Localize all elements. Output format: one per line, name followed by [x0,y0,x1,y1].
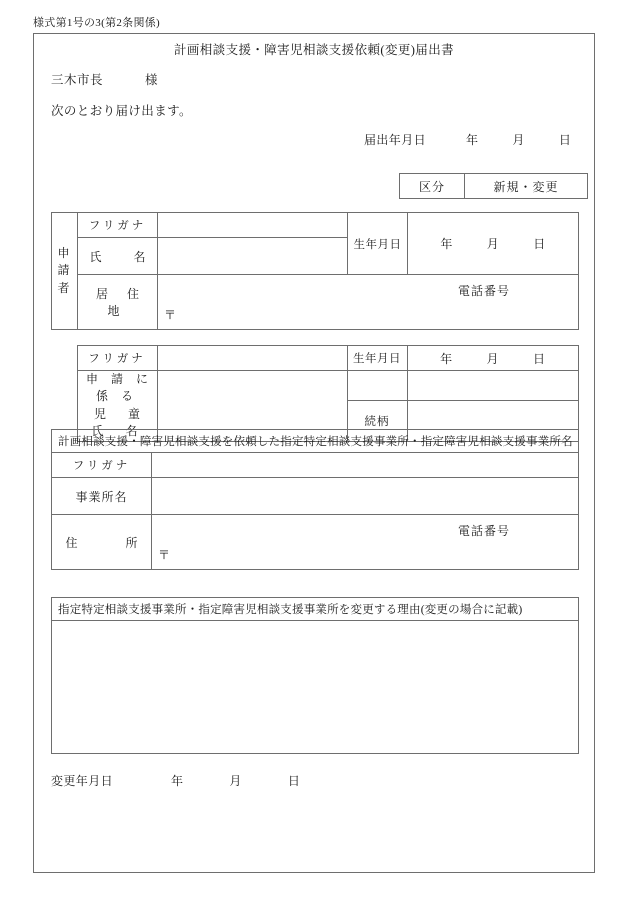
applicant-residence-label: 居 住 地 [78,275,158,330]
table-row [51,346,579,371]
applicant-furigana-input[interactable] [158,213,348,238]
office-address-input[interactable] [152,515,579,570]
classification-value[interactable]: 新規・変更 [465,174,588,199]
submission-date-day: 日 [558,133,572,147]
office-table [51,429,579,570]
document-frame [33,33,595,873]
child-dob-label: 生年月日 [347,346,407,371]
table-row [51,371,579,401]
table-row [52,478,579,515]
child-dob-spacer [347,371,407,401]
applicant-dob-value[interactable] [408,213,579,275]
child-table [51,345,579,442]
document-title: 計画相談支援・障害児相談支援依頼(変更)届出書 [173,43,455,57]
postal-mark-icon: 〒 [164,308,177,322]
postal-mark-icon: 〒 [158,548,171,562]
applicant-dob-label: 生年月日 [348,213,408,275]
applicant-name-input[interactable] [158,238,348,275]
applicant-telephone-label: 電話番号 [457,284,510,298]
office-name-label: 事業所名 [52,478,152,515]
office-furigana-input[interactable] [152,453,579,478]
submission-date-year: 年 [466,133,479,147]
child-dob-month: 月 [486,351,499,366]
table-row [52,453,579,478]
office-section-header: 計画相談支援・障害児相談支援を依頼した指定特定相談支援事業所・指定障害児相談支援事業所名 [52,430,579,453]
applicant-dob-year: 年 [440,237,453,251]
child-dob-value[interactable] [407,346,579,371]
table-row [52,275,579,330]
applicant-dob-month: 月 [486,237,500,251]
child-dob-day: 日 [532,351,546,366]
child-relation-label: 続柄 [347,400,407,441]
child-name-label-line2: 児 童 氏 名 [91,406,163,439]
change-date-label: 変更年月日 [51,774,114,788]
change-date-line [51,772,300,789]
reason-input[interactable] [52,621,579,754]
lead-sentence: 次のとおり届け出ます。 [51,104,192,118]
applicant-label-char-1: 申 [57,245,72,260]
child-dob-spacer-value [407,371,579,401]
applicant-furigana-label: フリガナ [78,213,158,238]
reason-table [51,597,579,754]
table-row [52,430,579,453]
classification-table [399,173,588,199]
office-telephone-label: 電話番号 [457,524,510,538]
child-name-label-line1: 申 請 に 係 る [85,372,153,404]
applicant-residence-input[interactable] [158,275,579,330]
office-name-input[interactable] [152,478,579,515]
submission-date-line [364,131,571,148]
child-dob-year: 年 [440,351,453,366]
table-row [52,515,579,570]
table-row [52,621,579,754]
addressee-line [51,70,158,88]
applicant-dob-day: 日 [533,237,546,251]
addressee-name: 三木市長 [51,73,104,87]
table-row [52,598,579,621]
applicant-vertical-label [52,213,78,330]
reason-section-header: 指定特定相談支援事業所・指定障害児相談支援事業所を変更する理由(変更の場合に記載) [52,598,579,621]
change-date-year: 年 [171,774,184,788]
change-date-month: 月 [229,774,242,788]
office-furigana-label: フリガナ [52,453,152,478]
applicant-table [51,212,579,330]
table-row [400,174,588,199]
submission-date-label: 届出年月日 [364,133,427,147]
submission-date-month: 月 [512,133,525,147]
applicant-name-label: 氏 名 [78,238,158,275]
child-furigana-label: フリガナ [77,346,157,371]
office-address-label: 住 所 [52,515,152,570]
change-date-day: 日 [287,774,301,788]
applicant-label-char-3: 者 [57,280,72,295]
table-row [52,213,579,238]
child-furigana-input[interactable] [157,346,347,371]
addressee-honorific: 様 [145,73,159,87]
applicant-label-char-2: 請 [57,263,72,278]
form-number: 様式第1号の3(第2条関係) [33,17,161,29]
classification-label: 区分 [400,174,465,199]
